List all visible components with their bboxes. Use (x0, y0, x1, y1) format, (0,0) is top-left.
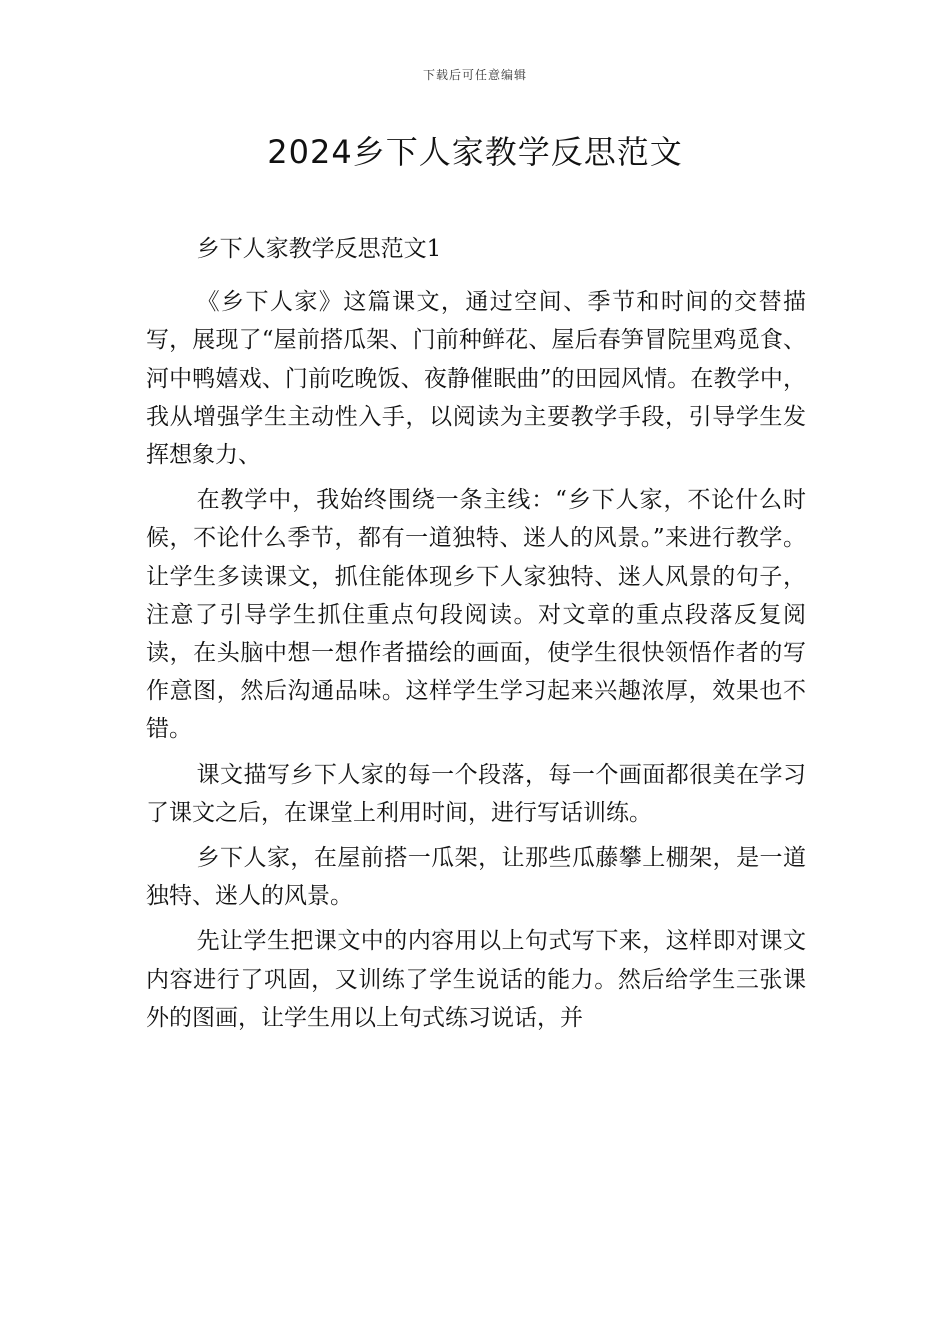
paragraph: 《乡下人家》这篇课文，通过空间、季节和时间的交替描写，展现了“屋前搭瓜架、门前种鲜花、屋后春笋冒院里鸡觅食、河中鸭嬉戏、门前吃晚饭、夜静催眠曲”的田园风情。在教学中，我从增强学生主动性入手，以阅读为主要教学手段，引导学生发挥想象力、 (146, 289, 806, 469)
paragraph: 在教学中，我始终围绕一条主线：“乡下人家，不论什么时候，不论什么季节，都有一道独特、迷人的风景。”来进行教学。让学生多读课文，抓住能体现乡下人家独特、迷人风景的句子，注意了引导学生抓住重点句段阅读。对文章的重点段落反复阅读，在头脑中想一想作者描绘的画面，使学生很快领悟作者的写作意图，然后沟通品味。这样学生学习起来兴趣浓厚，效果也不错。 (146, 487, 806, 743)
header-note: 下载后可任意编辑 (422, 68, 527, 82)
section-subheading: 乡下人家教学反思范文1 (196, 236, 442, 262)
document-body (146, 230, 806, 1044)
paragraph: 先让学生把课文中的内容用以上句式写下来，这样即对课文内容进行了巩固，又训练了学生说话的能力。然后给学生三张课外的图画，让学生用以上句式练习说话，并 (146, 928, 806, 1031)
paragraph: 课文描写乡下人家的每一个段落，每一个画面都很美在学习了课文之后，在课堂上利用时间，进行写话训练。 (146, 761, 806, 826)
document-title: 2024乡下人家教学反思范文 (267, 133, 683, 171)
paragraph: 乡下人家，在屋前搭一瓜架，让那些瓜藤攀上棚架，是一道独特、迷人的风景。 (146, 845, 806, 910)
